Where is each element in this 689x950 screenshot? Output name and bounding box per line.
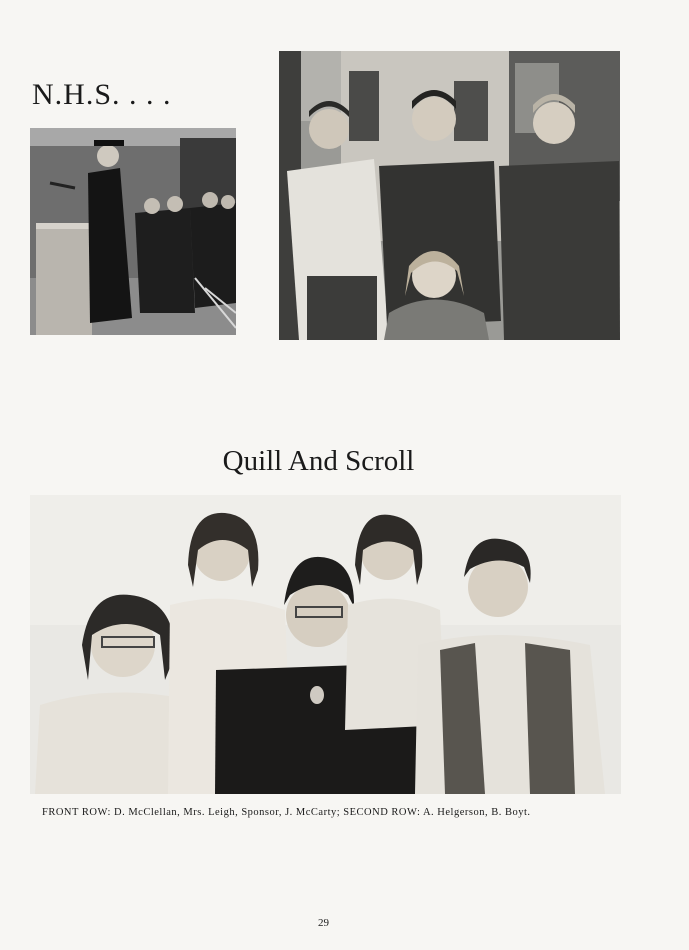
nhs-group-photo: [279, 51, 620, 340]
nhs-ceremony-photo: [30, 128, 236, 335]
quill-and-scroll-group-photo: [30, 495, 621, 794]
page-number: 29: [318, 917, 329, 929]
quill-and-scroll-heading: Quill And Scroll: [222, 445, 415, 477]
nhs-heading: N.H.S. . . .: [32, 78, 172, 111]
photo-caption: FRONT ROW: D. McClellan, Mrs. Leigh, Sponsor, J. McCarty; SECOND ROW: A. Helgerson, B. Boyt.: [42, 807, 531, 818]
